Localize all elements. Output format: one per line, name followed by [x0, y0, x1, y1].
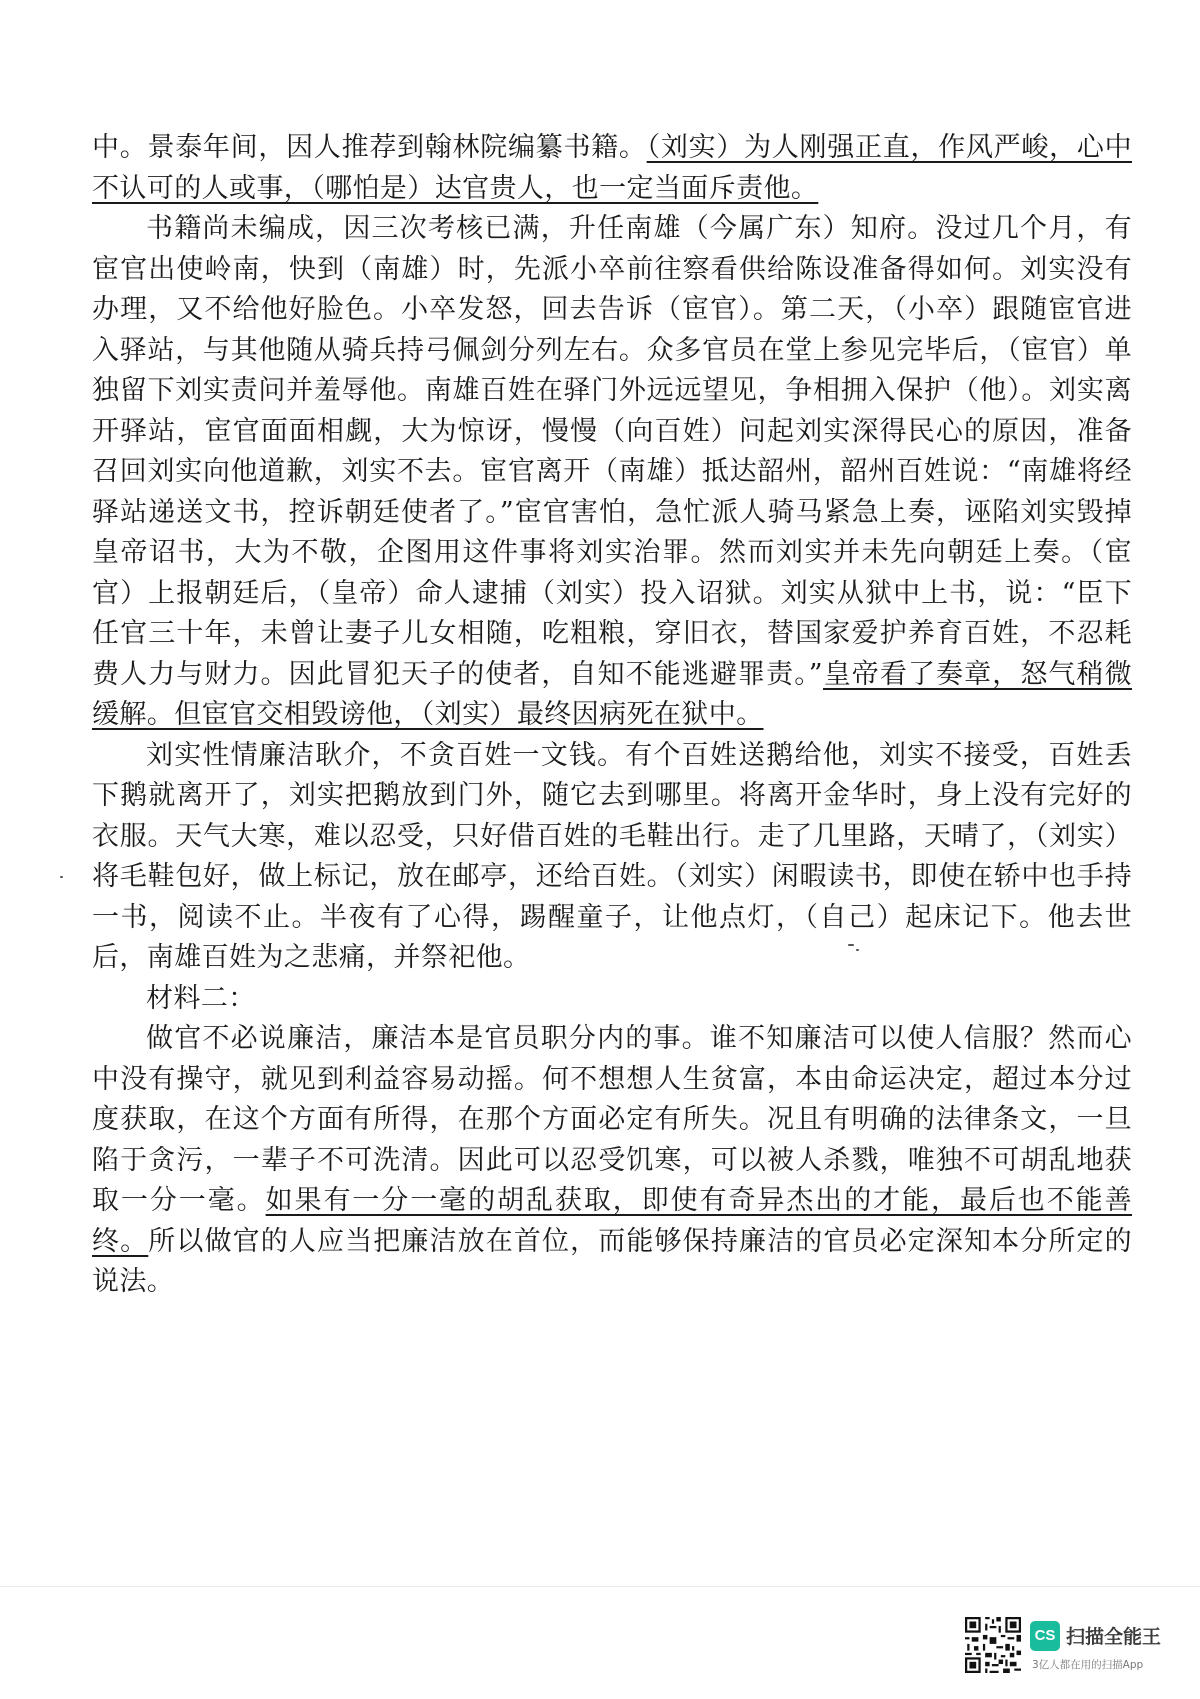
scan-speck: [60, 876, 63, 878]
paragraph-2: [92, 209, 1132, 736]
text-span: 刘实性情廉洁耿介，不贪百姓一文钱。有个百姓送鹅给他，刘实不接受，百姓丢下鹅就离开了，刘实把鹅放到门外，随它去到哪里。将离开金华时，身上没有完好的衣服。天气大寒，难以忍受，只好借百姓的毛鞋出行。走了几里路，天晴了，（刘实）将毛鞋包好，做上标记，放在邮亭，还给百姓。（刘实）闲暇读书，即使在轿中也手持一书，阅读不止。半夜有了心得，踢醒童子，让他点灯，（自己）起床记下。他去世后，南雄百姓为之悲痛，并祭祀他。: [92, 739, 1132, 973]
footer-divider: [0, 1586, 1200, 1587]
scan-speck: [848, 944, 854, 946]
section-heading-material-2: [92, 979, 1132, 1020]
text-span: 中。景泰年间，因人推荐到翰林院编纂书籍。: [92, 132, 647, 163]
paragraph-3: [92, 736, 1132, 979]
paragraph-1: [92, 128, 1132, 209]
watermark-brand: 扫描全能王: [1066, 1626, 1162, 1648]
text-span: 所以做官的人应当把廉洁放在首位，而能够保持廉洁的官员必定深知本分所定的说法。: [92, 1225, 1132, 1297]
qr-code-icon: [965, 1617, 1021, 1673]
text-span: 做官不必说廉洁，廉洁本是官员职分内的事。谁不知廉洁可以使人信服？然而心中没有操守，就见到利益容易动摇。何不想想人生贫富，本由命运决定，超过本分过度获取，在这个方面有所得，在那个方面必定有所失。况且有明确的法律条文，一旦陷于贪污，一辈子不可洗清。因此可以忍受饥寒，可以被人杀戮，唯独不可胡乱地获取一分一毫。: [92, 1023, 1132, 1216]
scan-speck: [856, 949, 859, 951]
underlined-span: 皇帝看了奏章，怒气稍微缓解。但宦官交相毁谤他，（刘实）最终因病死在狱中。: [92, 658, 1132, 730]
underlined-span: （刘实）为人刚强正直，作风严峻，心中不认可的人或事，（哪怕是）达官贵人，也一定当面斥责他。: [92, 132, 1133, 204]
watermark-tagline: 3亿人都在用的扫描App: [1032, 1659, 1144, 1671]
text-span: 书籍尚未编成，因三次考核已满，升任南雄（今属广东）知府。没过几个月，有宦官出使岭南，快到（南雄）时，先派小卒前往察看供给陈设准备得如何。刘实没有办理，又不给他好脸色。小卒发怒，回去告诉（宦官）。第二天，（小卒）跟随宦官进入驿站，与其他随从骑兵持弓佩剑分列左右。众多官员在堂上参见完毕后，（宦官）单独留下刘实责问并羞辱他。南雄百姓在驿门外远远望见，争相拥入保护（他）。刘实离开驿站，宦官面面相觑，大为惊讶，慢慢（向百姓）问起刘实深得民心的原因，准备召回刘实向他道歉，刘实不去。宦官离开（南雄）抵达韶州，韶州百姓说：“南雄将经驿站递送文书，控诉朝廷使者了。”宦官害怕，急忙派人骑马紧急上奏，诬陷刘实毁掉皇帝诏书，大为不敬，企图用这件事将刘实治罪。然而刘实并未先向朝廷上奏。（宦官）上报朝廷后，（皇帝）命人逮捕（刘实）投入诏狱。刘实从狱中上书，说：“臣下任官三十年，未曾让妻子儿女相随，吃粗粮，穿旧衣，替国家爱护养育百姓，不忍耗费人力与财力。因此冒犯天子的使者，自知不能逃避罪责。”: [92, 213, 1132, 690]
camscanner-logo: CS: [1030, 1621, 1060, 1651]
document-body: [92, 128, 1132, 1303]
paragraph-5: [92, 1019, 1132, 1303]
text-span: 材料二：: [146, 982, 256, 1014]
underlined-span: 如果有一分一毫的胡乱获取，即使有奇异杰出的才能，最后也不能善终。: [92, 1185, 1132, 1257]
